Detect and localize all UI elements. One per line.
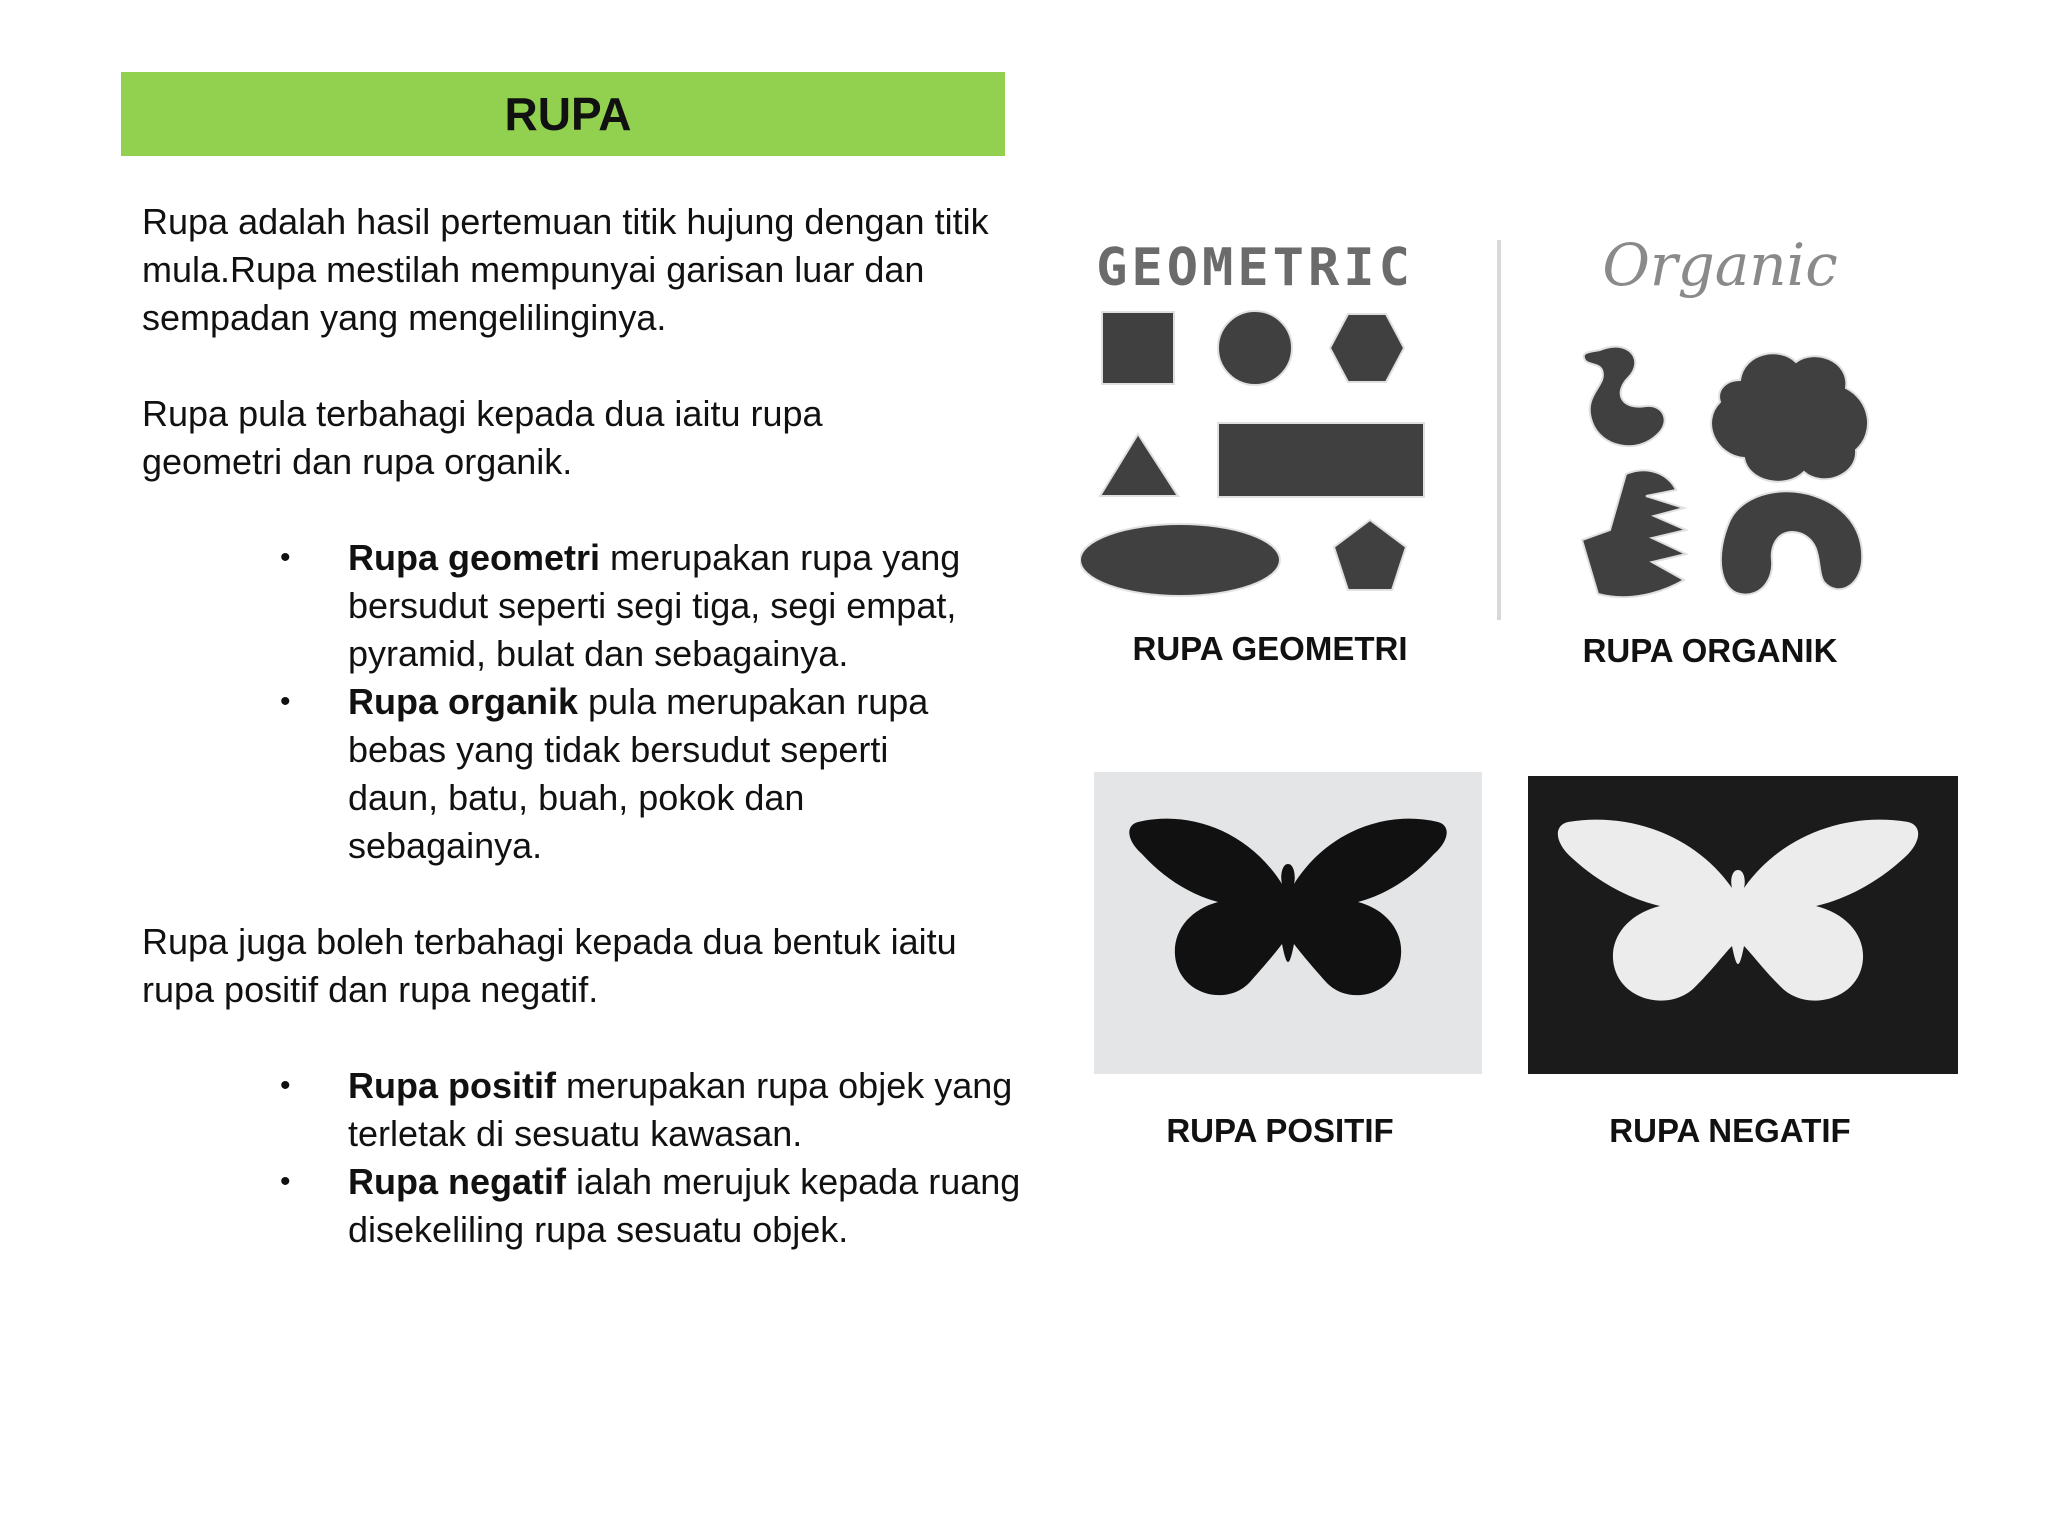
list-item [142,678,988,870]
caption-geometri: RUPA GEOMETRI [1132,630,1408,667]
list-item [142,1062,1048,1158]
bullet: • [280,685,291,718]
bullet: • [280,1165,291,1198]
ellipse-shape [1080,524,1280,596]
bullet-term: Rupa geometri [348,537,601,578]
bullet-desc: pula merupakan rupa bebas yang tidak bersudut seperti daun, batu, buah, pokok dan sebagainya. [348,681,929,866]
geometric-organic-illustration [1080,210,1900,630]
bullet-term: Rupa positif [348,1065,556,1106]
caption-positif: RUPA POSITIF [1166,1112,1394,1149]
geometric-heading: GEOMETRIC [1096,238,1414,298]
positive-butterfly-image [1094,772,1482,1074]
list-item [142,534,988,678]
form-division-paragraph: Rupa juga boleh terbahagi kepada dua bentuk iaitu rupa positif dan rupa negatif. [142,921,957,1010]
rectangle-shape [1218,423,1424,497]
list-item [142,1158,1048,1254]
bullet: • [280,1069,291,1102]
bullet-term: Rupa organik [348,681,579,722]
page-title: RUPA [504,88,632,140]
division-paragraph: Rupa pula terbahagi kepada dua iaitu rupa geometri dan rupa organik. [142,393,823,482]
bullet-desc: ialah merujuk kepada ruang disekeliling rupa sesuatu objek. [348,1161,1021,1250]
bullet-desc: merupakan rupa yang bersudut seperti segi tiga, segi empat, pyramid, bulat dan sebagainya. [348,537,961,674]
square-shape [1102,312,1174,384]
bullet-term: Rupa negatif [348,1161,567,1202]
bullet-desc: merupakan rupa objek yang terletak di sesuatu kawasan. [348,1065,1013,1154]
negative-butterfly-image [1528,776,1958,1074]
form-types-list [142,1062,1042,1254]
shape-types-list [142,534,1042,870]
body-text [142,198,1042,1254]
bullet: • [280,541,291,574]
caption-negatif: RUPA NEGATIF [1609,1112,1851,1149]
circle-shape [1218,311,1292,385]
organic-heading: Organic [1602,231,1838,299]
title-bar [121,72,1005,156]
divider [1497,240,1501,620]
caption-organik: RUPA ORGANIK [1582,632,1838,669]
intro-paragraph: Rupa adalah hasil pertemuan titik hujung dengan titik mula.Rupa mestilah mempunyai garisan luar dan sempadan yang mengelilinginya. [142,201,989,338]
